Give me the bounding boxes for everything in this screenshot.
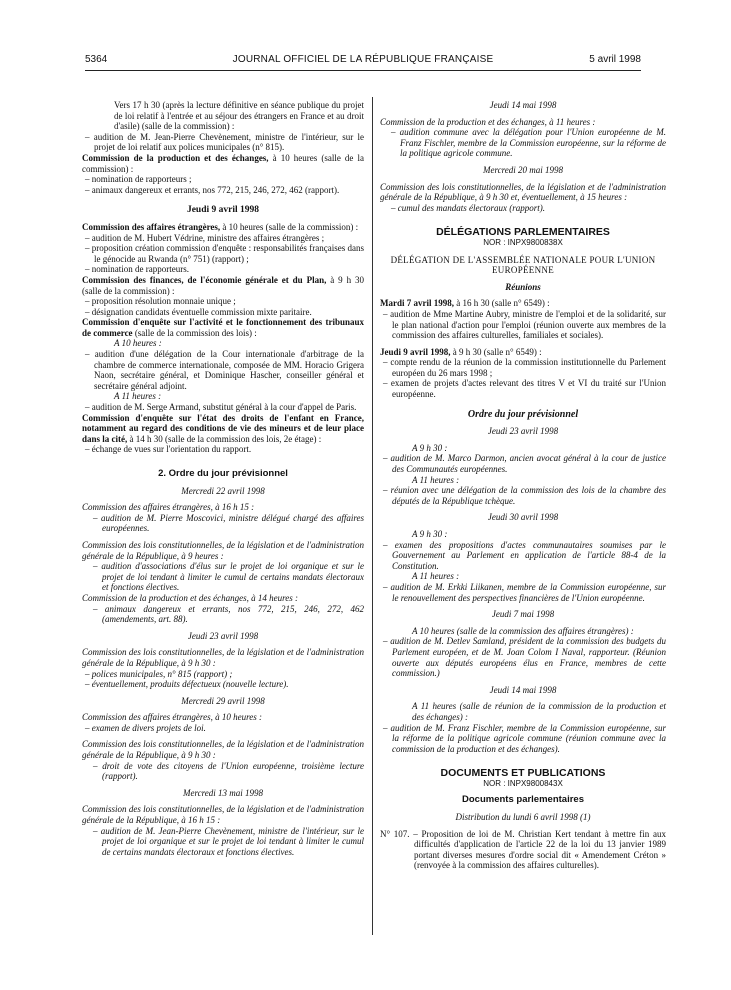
date-heading: Jeudi 7 mai 1998 bbox=[491, 609, 555, 620]
list-item: – audition de M. Pierre Moscovici, ministre délégué chargé des affaires européennes. bbox=[93, 512, 364, 534]
list-item: – proposition création commission d'enquête : responsabilités françaises dans le génocide au Rwanda (n° 751) (rapport) ; bbox=[85, 243, 364, 264]
meeting-info: à 14 h 30 (salle de la commission des lois, 2e étage) : bbox=[127, 433, 322, 444]
paragraph: Commission des lois constitutionnelles, de la législation et de l'administration générale de la République, à 16 h 15 : bbox=[82, 804, 364, 826]
right-column bbox=[380, 100, 666, 871]
list-item: – polices municipales, n° 815 (rapport) ; bbox=[85, 668, 233, 679]
date-heading: Jeudi 23 avril 1998 bbox=[187, 630, 259, 641]
paragraph: Commission de la production et des échanges, à 14 heures : bbox=[82, 592, 299, 603]
meeting-info: à 10 heures (salle de la commission) : bbox=[220, 221, 359, 232]
nor-reference: NOR : INPX9800843X bbox=[483, 778, 563, 788]
list-item: – nomination de rapporteurs. bbox=[85, 264, 189, 275]
date-heading: Mercredi 13 mai 1998 bbox=[182, 787, 264, 798]
document-entry: N° 107. – Proposition de loi de M. Christian Kert tendant à mettre fin aux difficultés d'application de l'article 22 de la loi du 13 janvier 1989 portant diverses mesures d'ordre social dit « Amendement Créton » (renvoyée à la commission des affaires culturelles). bbox=[380, 828, 666, 871]
date-heading: Jeudi 30 avril 1998 bbox=[487, 512, 559, 523]
paragraph: Commission de la production et des échanges, à 11 heures : bbox=[380, 116, 596, 127]
list-item: – audition commune avec la délégation pour l'Union européenne de M. Franz Fischler, membre de la Commission européenne, sur la réforme de la politique agricole commune. bbox=[391, 127, 666, 159]
meeting-info: à 10 heures (salle de la commission) : bbox=[82, 152, 364, 174]
time-label: A 10 heures (salle de la commission des affaires étrangères) : bbox=[412, 625, 634, 636]
issue-date: 5 avril 1998 bbox=[589, 54, 641, 65]
committee-name: Commission des finances, de l'économie générale et du Plan, bbox=[82, 274, 327, 285]
list-item: – cumul des mandats électoraux (rapport). bbox=[391, 202, 545, 213]
list-item: – audition de M. Jean-Pierre Chevènement, ministre de l'intérieur, sur le projet de loi relatif aux polices municipales (n° 815). bbox=[85, 131, 364, 153]
list-item: – audition de M. Jean-Pierre Chevènement, ministre de l'intérieur, sur le projet de loi organique et sur le projet de loi tendant à limiter le cumul de certains mandats électoraux et fonctions électives. bbox=[93, 825, 364, 857]
paragraph: Commission des lois constitutionnelles, de la législation et de l'administration générale de la République, à 9 h 30 : bbox=[82, 647, 364, 668]
committee-name: Commission d'enquête sur l'état des droits de l'enfant en France, notamment au regard des conditions de vie des mineurs et de leur place dans la cité, bbox=[82, 412, 364, 444]
time-label: A 9 h 30 : bbox=[412, 529, 448, 539]
list-item: – audition de M. Marco Darmon, ancien avocat général à la cour de justice des Communautés européennes. bbox=[383, 453, 666, 475]
section-heading: DOCUMENTS ET PUBLICATIONS bbox=[440, 767, 606, 780]
paragraph: Commission des lois constitutionnelles, de la législation et de l'administration générale de la République, à 9 h 30 et, éventuellement, à 15 heures : bbox=[380, 181, 666, 203]
left-column bbox=[82, 100, 364, 857]
meeting-info: à 9 h 30 (salle n° 6549) : bbox=[450, 346, 542, 357]
paragraph bbox=[82, 317, 364, 338]
list-item: – audition de M. Serge Armand, substitut général à la cour d'appel de Paris. bbox=[85, 402, 357, 413]
time-label: A 11 heures : bbox=[412, 571, 460, 582]
paragraph: Commission des affaires étrangères, à 10 heures : bbox=[82, 712, 262, 723]
paragraph bbox=[380, 347, 666, 358]
subheading: Réunions bbox=[505, 281, 541, 292]
paragraph bbox=[82, 153, 364, 174]
list-item: – animaux dangereux et errants, nos 772, 215, 246, 272, 462 (rapport). bbox=[85, 184, 340, 195]
running-head bbox=[85, 54, 641, 70]
list-item: – audition de M. Detlev Samland, président de la commission des budgets du Parlement européen, et de M. Joan Colom I Naval, rapporteur. (Réunion ouverte aux députés européens élus en France, membres de cette commission.) bbox=[383, 636, 666, 679]
date-heading: Mercredi 29 avril 1998 bbox=[181, 695, 265, 706]
time-label: A 11 heures : bbox=[412, 474, 460, 485]
meeting-info: à 16 h 30 (salle n° 6549) : bbox=[454, 298, 550, 309]
section-heading: 2. Ordre du jour prévisionnel bbox=[158, 468, 288, 479]
list-item: – compte rendu de la réunion de la commission institutionnelle du Parlement européen du 26 mars 1998 ; bbox=[383, 357, 666, 378]
date-heading: Jeudi 14 mai 1998 bbox=[489, 100, 557, 110]
list-item: – désignation candidats éventuelle commission mixte paritaire. bbox=[85, 306, 312, 317]
list-item: – réunion avec une délégation de la commission des lois de la chambre des députés de la République tchèque. bbox=[383, 485, 666, 506]
date-heading: Mercredi 20 mai 1998 bbox=[482, 164, 564, 175]
list-item: – examen de projets d'actes relevant des titres V et VI du traité sur l'Union européenne. bbox=[383, 378, 666, 400]
meeting-date: Mardi 7 avril 1998, bbox=[380, 298, 454, 309]
committee-name: Commission de la production et des échanges, bbox=[82, 152, 269, 163]
meeting-date: Jeudi 9 avril 1998, bbox=[380, 346, 451, 357]
nor-reference: NOR : INPX9800838X bbox=[483, 237, 563, 247]
delegation-title: DÉLÉGATION DE L'ASSEMBLÉE NATIONALE POUR L'UNION EUROPÉENNE bbox=[390, 254, 656, 276]
meeting-info: à 9 h 30 (salle de la commission) : bbox=[82, 274, 364, 296]
list-item: – audition de M. Erkki Liikanen, membre de la Commission européenne, sur le renouvellement des perspectives financières de l'Union européenne. bbox=[383, 581, 666, 603]
list-item: – audition de M. Hubert Védrine, ministre des affaires étrangères ; bbox=[85, 232, 325, 243]
column-divider bbox=[372, 97, 373, 935]
page-number: 5364 bbox=[85, 54, 108, 65]
list-item: – audition de M. Franz Fischler, membre de la Commission européenne, sur la réforme de la politique agricole commune (réunion commune avec la commission de la production et des échanges). bbox=[383, 722, 666, 754]
list-item: – audition de Mme Martine Aubry, ministre de l'emploi et de la solidarité, sur le plan national d'action pour l'emploi (réunion ouverte aux membres de la commission des affaires culturelles, familiales et sociales). bbox=[383, 308, 666, 341]
paragraph bbox=[82, 222, 364, 233]
paragraph: Commission des lois constitutionnelles, de la législation et de l'administration générale de la République, à 9 heures : bbox=[82, 539, 364, 561]
time-label: A 11 heures : bbox=[114, 391, 162, 402]
list-item: – examen de divers projets de loi. bbox=[85, 722, 206, 733]
list-item: – examen des propositions d'actes communautaires soumises par le Gouvernement au Parlement en application de l'article 88-4 de la Constitution. bbox=[383, 539, 666, 571]
date-heading: Jeudi 14 mai 1998 bbox=[489, 684, 557, 695]
time-label: A 9 h 30 : bbox=[412, 442, 448, 453]
section-heading: DÉLÉGATIONS PARLEMENTAIRES bbox=[436, 226, 610, 239]
distribution-date: Distribution du lundi 6 avril 1998 (1) bbox=[455, 812, 591, 823]
meeting-info: (salle de la commission des lois) : bbox=[132, 327, 257, 338]
list-item: – audition d'une délégation de la Cour internationale d'arbitrage de la chambre de commerce internationale, composée de MM. Horacio Grigera Naon, secrétaire général, et Dominique Hascher, conseiller général et secrétaire général adjoint. bbox=[85, 349, 364, 391]
date-heading: Mercredi 22 avril 1998 bbox=[181, 485, 265, 496]
paragraph bbox=[380, 298, 666, 309]
paragraph: Commission des lois constitutionnelles, de la législation et de l'administration générale de la République, à 9 h 30 : bbox=[82, 739, 364, 761]
list-item: – animaux dangereux et errants, nos 772, 215, 246, 272, 462 (amendements, art. 88). bbox=[93, 603, 364, 625]
committee-name: Commission d'enquête sur l'activité et le fonctionnement des tribunaux de commerce bbox=[82, 317, 364, 338]
time-label: A 11 heures (salle de réunion de la commission de la production et des échanges) : bbox=[412, 701, 666, 722]
journal-title: JOURNAL OFFICIEL DE LA RÉPUBLIQUE FRANÇAISE bbox=[232, 54, 494, 65]
list-item: – nomination de rapporteurs ; bbox=[85, 174, 192, 185]
paragraph bbox=[82, 413, 364, 445]
subheading: Documents parlementaires bbox=[462, 794, 584, 806]
paragraph: Vers 17 h 30 (après la lecture définitive en séance publique du projet de loi relatif à l'entrée et au séjour des étrangers en France et au droit d'asile) (salle de la commission) : bbox=[114, 100, 364, 132]
subheading: Ordre du jour prévisionnel bbox=[467, 408, 579, 420]
day-heading: Jeudi 9 avril 1998 bbox=[186, 205, 260, 216]
header-rule bbox=[85, 70, 641, 71]
date-heading: Jeudi 23 avril 1998 bbox=[487, 426, 559, 437]
list-item: – droit de vote des citoyens de l'Union européenne, troisième lecture (rapport). bbox=[93, 760, 364, 782]
list-item: – proposition résolution monnaie unique ; bbox=[85, 296, 236, 307]
paragraph bbox=[82, 275, 364, 296]
list-item: – échange de vues sur l'orientation du rapport. bbox=[85, 444, 252, 455]
list-item: – audition d'associations d'élus sur le projet de loi organique et sur le projet de loi tendant à limiter le cumul de certains mandats électoraux et fonctions électives. bbox=[93, 561, 364, 593]
paragraph: Commission des affaires étrangères, à 16 h 15 : bbox=[82, 502, 255, 513]
list-item: – éventuellement, produits défectueux (nouvelle lecture). bbox=[85, 679, 289, 690]
time-label: A 10 heures : bbox=[114, 338, 162, 349]
committee-name: Commission des affaires étrangères, bbox=[82, 221, 221, 232]
